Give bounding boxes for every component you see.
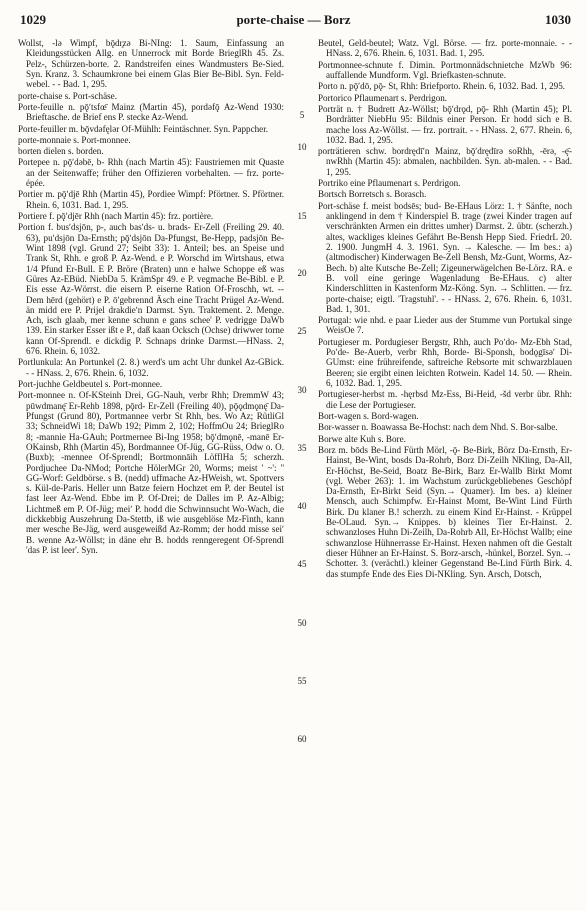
line-number: 60 <box>297 734 307 744</box>
entry: Portmonnee-schnute f. Dimin. Portmonnädschnietche MzWb 96: auffallende Mundform. Vgl. Briefkasten-schnute. <box>318 59 572 80</box>
entry: Portlunkula: An Portunkel (2. 8.) werd's um acht Uhr dunkel Az-GBick. - - HNass. 2, 676. Rhein. 6, 1032. <box>18 357 284 378</box>
entry: Portugieser m. Pordugieser Bergstr, Rhh, auch Poʹdo- Mz-Ebh Stad, Poʹde- Be-Auerb, verbr Rhh, Borde- Bi-Sponsh, bodǫgīsəʹ Di-GUmst: eine frühreifende, saftreiche Rebsorte mit schwarzblauen Beeren; sie ergibt einen leichten Rotwein. Kadel 14. 50. — Rhein. 6, 1032. Bad. 1, 295. <box>318 336 572 388</box>
entry: Portepee n. pǭʹdəbē, b- Rhh (nach Martin 45): Faustriemen mit Quaste an der Seitenwaffe; früher den Offizieren vorbehalten. — frz. porte-épée. <box>18 157 284 189</box>
entry: Portier m. pǭʹdjē Rhh (Martin 45), Pordiee Wimpf: Pförtner. S. Pförtner. Rhein. 6, 1031. Bad. 1, 295. <box>18 189 284 210</box>
entry: porträtieren schw. bordrędīʹn Mainz, bǭʹdrędīrə soRhh, -ērə, -ę̄- nwRhh (Martin 45): abmalen, nachbilden. Syn. ab-malen. - - Bad. 1, 295. <box>318 146 572 177</box>
right-column <box>318 38 572 906</box>
entry: porte-chaise s. Port-schäse. <box>18 90 117 101</box>
entry: Porte-feuiller m. bǭvdəfęlər Of-Mühlh: Feintäschner. Syn. Pappcher. <box>18 123 269 134</box>
line-number: 30 <box>297 385 307 395</box>
entry: Beutel, Geld-beutel; Watz. Vgl. Börse. — frz. porte-monnaie. - - HNass. 2, 676. Rhein. 6, 1031. Bad. 1, 295. <box>318 38 572 59</box>
entry: Porte-feuille n. pǭʹtsfœ̄ Mainz (Martin 45), pordəfǭ Az-Wend 1930: Brieftasche. de Brief ens P. stecke Az-Wend. <box>18 101 284 123</box>
entry: Wollst, -lə Wimpf, bǭdr̥zə Bi-NIng: 1. Saum, Einfassung an Kleidungsstücken Allg. en Unnerrock mit Borde BrieglRh 45. Zs. Pelz-, Schürzen-borte. 2. Randstreifen eines Wandmusters Be-Sied. Syn. Kranz. 3. Schaumkrone bei einem Glas Bier Be-Bibl. Syn. Feld-webel. - - Bad. 1, 295. <box>18 38 284 90</box>
page-header <box>0 12 587 34</box>
entry: Portriko eine Pflaumenart s. Perdrigon. <box>318 178 461 189</box>
line-number: 50 <box>297 618 307 628</box>
entry: Portorico Pflaumenart s. Perdrigon. <box>318 92 448 103</box>
entry: Bortsch Borretsch s. Borasch. <box>318 189 427 200</box>
line-number: 15 <box>297 211 307 221</box>
line-number: 35 <box>297 443 307 453</box>
line-number: 20 <box>297 268 307 278</box>
entry: Port-schäse f. meist bodsēs; bud- Be-EHaus Lörz: 1. † Sänfte, noch anklingend in dem † Kinderspiel B. trage (zwei Kinder tragen auf verschränkten Armen ein drittes umher) Darmst. 2. übtr. (scherzh.) altes, wackliges kleines Gefährt Be-Bensh Hepp Sied. FriedrL 20. 2. 1900. JungmH 4. 3. 1961. Syn. → Kalesche. — Im bes.: a) (altmodischer) Kinderwagen Be-Zell Bensh, Mz-Gunt, Worms, Az-Bech. b) alte Kutsche Be-Zell; Zigeunerwägelchen Be-Lörz. RA. e B. voll eine geringe Wagenladung Be-EHaus. c) alter Kinderschlitten in Kastenform Mz-Köng. Syn. → Schlitten. — frz. porte-chaise; eigtl. 'Tragstuhl'. - - HNass. 2, 676. Rhein. 6, 1031. Bad. 1, 301. <box>318 200 572 314</box>
running-title: porte-chaise — Borz <box>236 12 351 27</box>
entry: Portugieser-herbst m. -hęrbsd Mz-Ess, Bi-Heid, -šd verbr übr. Rhh: die Lese der Portugieser. <box>318 389 572 410</box>
line-number: 25 <box>297 326 307 336</box>
line-number: 40 <box>297 501 307 511</box>
line-number: 55 <box>297 676 307 686</box>
left-column <box>18 38 284 906</box>
entry: Portion f. busʹdsjōn, p-, auch basʹds- u. brads- Er-Zell (Freiling 29. 40. 63), puʹdsjōn Da-Ernsth; pǭʹdsjōn Da-Pfungst, Be-Hepp, padsjōn Be-Wint 1898 (vgl. Grund 27; Seibt 33): 1. Anteil; bes. an Speise und Trank St, Rhh. e groß P. Az-Wend. e P. Worschd im Wirtshaus, etwa 1/4 Pfund Er-Bull. E P. Bröre (Braten) unn e halwe Schoppe eß was Güres Az-EBüd. NiebDa 5. KrämSpr 49. e P. vegmache Be-Bibl. e P. Eis esse Az-Wörrst. die eisern P. eiserne Ration Of-Froschh, wt. -- Dem hērd (gehört) e P. ōʹgebrennd Äsch eine Tracht Prügel Az-Wend. än midd ere P. Prijel drakdieʹn Darmst. Syn. Traktement. 2. Menge. Ach, isch glaab, mer kenne schunn e gans schee' P. vedrigge DaWb 139. Ein starker Esser ißt e P., daß kaan Ocksch (Ochse) driwwer torne kann Of-Sprendl. e dickdig P. Schnaps drinke Darmst.—HNass. 2, 676. Rhein. 6, 1032. <box>18 222 284 357</box>
line-number: 5 <box>299 110 305 120</box>
line-number: 45 <box>297 559 307 569</box>
entry: Borz m. bōds Be-Lind Fürth Mörl, -ǭ- Be-Birk, Börz Da-Ernsth, Er-Hainst, Be-Wint, bosds Da-Rohrb, Borz Di-Zeilh NKling, Da-All, Er-Höchst, Be-Seid, Boatz Be-Birk, Barz Er-Wallb Birkt Momt (vgl. Weber 263): 1. im Wachstum zurückgebliebenes Geschöpf Da-Ernsth, Er-Birkt Seid (Syn.→ Quamer). Im bes. a) kleiner Mensch, auch Schimpfw. Er-Hainst Momt, Be-Wint Lind Fürth Birk. Du klaner B.! scherzh. zu einem Kind Er-Hainst. - Krüppel Be-OLaud. Syn.→ Knippes. b) kleines Tier Er-Hainst. 2. schwanzloses Huhn Di-Zeilh, Da-Rohrb All, Er-Höchst Wallb; eine schwanzlose Hühnerrasse Er-Hainst. Hexen nahmen oft die Gestalt dieser Hühner an Er-Hainst. S. Borz-arsch, -hünkel, Borzel. Syn.→ Schotter. 3. (verächtl.) kleiner Gegenstand Be-Lind Fürth Birk. 4. das stumpfe Ende des Eies Di-NKling. Syn. Arsch, Dotsch, <box>318 444 572 579</box>
entry: Port-monnee n. Of-KSteinh Drei, GG-Nauh, verbr Rhh; DremmW 43; pūwdmanę̄ Er-Rehb 1898, pǭrd- Er-Zell (Freiling 40), pǭǫdmǫnę̄ Da-Pfungst (Grund 80), Portmannee verbr St Rhh, bes. Wo Az; RütliGl 33; SchneidWi 18; DaWb 192; Pimm 2, 102; HoffmOu 24; BrieglRo 8; -mannie Ha-GAuh; Portmernee Bi-Ing 1958; bǭʹdmǫnē, -manē Er-OKainsb, Rhh (Martin 45), Bordmannee Of-Jüg, GG-Rüss, Odw o. O. (Buxb); -mennee Of-Sprendl; Bortmonnāih LöfflHa 5; scherzh. Pordjuchee Da-NMod; Portche HölerMGr 20, Worms; meist ' ~': '' GG-Worf: Geldbörse. s B. (nedd) uffmache Az-HWeish, wt. Spottvers s. Kül-de-Paris. Heller unn Batze feiern Hochzet em P. der Beutel ist fast leer Az-Wend. Ebbe im P. Of-Drei; de Dalles im P. Az-Albig; Lichtmeß em P. Of-Jüg; meiʹ P. hodd die Schwinnsucht Wo-Wach, die dickkebbig Auszehrung Da-Stettb, iß wie ausgeblöse Mz-Finth, kann mer wesche Be-Jäg, werd ausgeweißd Az-Romm; der hodd misse seiʹ B. wenne Az-Wöllst; in däne ehr B. hodds renngeregent Of-Sprendl 'das P. ist leer'. Syn. <box>18 390 284 555</box>
entry: porte-monnaie s. Port-monnee. <box>18 134 131 145</box>
entry: Porträt n. † Budrett Az-Wöllst; bǭʹdrǫd, pǭ- Rhh (Martin 45); Pl. Bordrätter NiebHu 95: Bildnis einer Person. Er hodd sich e B. mache loss Az-Wöllst. — frz. portrait. - - HNass. 2, 677. Rhein. 6, 1032. Bad. 1, 295. <box>318 103 572 145</box>
entry: Bor-wasser n. Boawassa Be-Hochst: nach dem Nhd. S. Bor-salbe. <box>318 422 558 433</box>
entry: Portugal: wie nhd. e paar Lieder aus der Stumme vun Portukal singe WeisOe 7. <box>318 315 572 336</box>
entry: Borwe alte Kuh s. Bore. <box>318 433 406 444</box>
page-number-left: 1029 <box>20 12 46 27</box>
entry: Porto n. pǭʹdō, pǭ- St, Rhh: Briefporto. Rhein. 6, 1032. Bad. 1, 295. <box>318 81 566 92</box>
entry: Bort-wagen s. Bord-wagen. <box>318 410 419 421</box>
entry: Portiere f. pǭʹdjēr Rhh (nach Martin 45): frz. portière. <box>18 211 214 221</box>
line-number: 10 <box>297 142 307 152</box>
entry: borten dielen s. borden. <box>18 146 104 157</box>
entry: Port-juchhe Geldbeutel s. Port-monnee. <box>18 379 163 389</box>
page-number-right: 1030 <box>545 12 571 27</box>
